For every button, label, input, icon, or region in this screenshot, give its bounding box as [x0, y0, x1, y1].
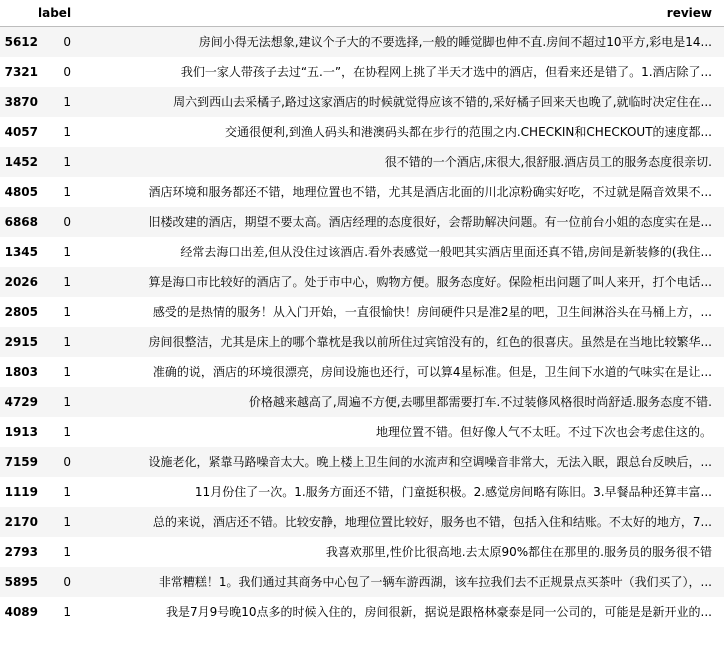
review-cell: 价格越来越高了,周遍不方便,去哪里都需要打车.不过装修风格很时尚舒适.服务态度不错. [248, 395, 712, 409]
table-row [0, 507, 724, 537]
table-row [0, 117, 724, 147]
label-cell: 1 [63, 95, 71, 109]
table-row [0, 327, 724, 357]
label-cell: 0 [63, 65, 71, 79]
table-row [0, 27, 724, 58]
column-header-review: review [83, 0, 724, 27]
row-index: 7159 [4, 455, 38, 469]
row-index: 1345 [4, 245, 38, 259]
table-row [0, 567, 724, 597]
row-index: 7321 [4, 65, 38, 79]
table-row [0, 417, 724, 447]
table-body [0, 27, 724, 628]
review-cell: 感受的是热情的服务！从入门开始，一直很愉快！房间硬件只是准2星的吧，卫生间淋浴头在马桶上方，... [152, 305, 712, 319]
review-cell: 很不错的一个酒店,床很大,很舒服.酒店员工的服务态度很亲切. [384, 155, 712, 169]
row-index: 4805 [4, 185, 38, 199]
table-row [0, 267, 724, 297]
row-index: 2170 [4, 515, 38, 529]
review-cell: 经常去海口出差,但从没住过该酒店.看外表感觉一般吧其实酒店里面还真不错,房间是新装修的(我住... [180, 245, 712, 259]
label-cell: 0 [63, 215, 71, 229]
header-row [0, 0, 724, 27]
table-row [0, 87, 724, 117]
label-cell: 1 [63, 545, 71, 559]
review-cell: 房间小得无法想象,建议个子大的不要选择,一般的睡觉脚也伸不直.房间不超过10平方,彩电是14... [198, 35, 712, 49]
table-row [0, 297, 724, 327]
review-cell: 周六到西山去采橘子,路过这家酒店的时候就觉得应该不错的,采好橘子回来天也晚了,就临时决定住在... [173, 95, 712, 109]
row-index: 2793 [4, 545, 38, 559]
label-cell: 1 [63, 335, 71, 349]
table-row [0, 177, 724, 207]
review-cell: 总的来说，酒店还不错。比较安静，地理位置比较好，服务也不错，包括入住和结账。不太好的地方，7... [152, 515, 712, 529]
label-cell: 1 [63, 245, 71, 259]
table-row [0, 57, 724, 87]
column-header-label: label [38, 0, 83, 27]
review-cell: 房间很整洁，尤其是床上的哪个靠枕是我以前所住过宾馆没有的，红色的很喜庆。虽然是在当地比较繁华... [148, 335, 712, 349]
row-index: 2026 [4, 275, 38, 289]
label-cell: 1 [63, 485, 71, 499]
row-index: 5895 [4, 575, 38, 589]
row-index: 3870 [4, 95, 38, 109]
label-cell: 0 [63, 455, 71, 469]
table-row [0, 387, 724, 417]
table-row [0, 537, 724, 567]
table-row [0, 237, 724, 267]
row-index: 5612 [4, 35, 38, 49]
review-cell: 我喜欢那里,性价比很高地.去太原90%都住在那里的.服务员的服务很不错 [325, 545, 712, 559]
label-cell: 0 [63, 35, 71, 49]
label-cell: 1 [63, 515, 71, 529]
label-cell: 1 [63, 395, 71, 409]
table-row [0, 597, 724, 627]
table-row [0, 207, 724, 237]
review-cell: 11月份住了一次。1.服务方面还不错，门童挺积极。2.感觉房间略有陈旧。3.早餐品种还算丰富... [194, 485, 712, 499]
label-cell: 1 [63, 605, 71, 619]
label-cell: 1 [63, 365, 71, 379]
review-cell: 我是7月9号晚10点多的时候入住的，房间很新，据说是跟格林豪泰是同一公司的，可能是是新开业的... [166, 605, 712, 619]
row-index: 1452 [4, 155, 38, 169]
review-cell: 酒店环境和服务都还不错，地理位置也不错，尤其是酒店北面的川北凉粉确实好吃，不过就是隔音效果不... [148, 185, 712, 199]
table-row [0, 477, 724, 507]
label-cell: 1 [63, 275, 71, 289]
review-cell: 交通很便利,到渔人码头和港澳码头都在步行的范围之内.CHECKIN和CHECKOUT的速度都... [225, 125, 712, 139]
row-index: 1913 [4, 425, 38, 439]
label-cell: 1 [63, 125, 71, 139]
label-cell: 1 [63, 425, 71, 439]
table-row [0, 357, 724, 387]
review-cell: 我们一家人带孩子去过“五.一”，在协程网上挑了半天才选中的酒店，但看来还是错了。1.酒店除了... [180, 65, 712, 79]
row-index: 4057 [4, 125, 38, 139]
label-cell: 1 [63, 305, 71, 319]
table-row [0, 447, 724, 477]
table-row [0, 147, 724, 177]
row-index: 6868 [4, 215, 38, 229]
review-cell: 设施老化，紧靠马路噪音太大。晚上楼上卫生间的水流声和空调噪音非常大，无法入眠，跟总台反映后，... [148, 455, 712, 469]
review-cell: 准确的说，酒店的环境很漂亮，房间设施也还行，可以算4星标准。但是，卫生间下水道的气味实在是让... [152, 365, 712, 379]
row-index: 1803 [4, 365, 38, 379]
review-cell: 非常糟糕！1。我们通过其商务中心包了一辆车游西湖，该车拉我们去不正规景点买茶叶（我们买了），... [158, 575, 712, 589]
row-index: 4729 [4, 395, 38, 409]
review-cell: 旧楼改建的酒店，期望不要太高。酒店经理的态度很好，会帮助解决问题。有一位前台小姐的态度实在是... [148, 215, 712, 229]
review-cell: 地理位置不错。但好像人气不太旺。不过下次也会考虑住这的。 [375, 425, 712, 439]
label-cell: 1 [63, 185, 71, 199]
row-index: 1119 [4, 485, 38, 499]
label-cell: 0 [63, 575, 71, 589]
label-cell: 1 [63, 155, 71, 169]
row-index: 2805 [4, 305, 38, 319]
review-cell: 算是海口市比较好的酒店了。处于市中心，购物方便。服务态度好。保险柜出问题了叫人来开，打个电话... [148, 275, 712, 289]
row-index: 2915 [4, 335, 38, 349]
index-header [0, 0, 38, 27]
row-index: 4089 [4, 605, 38, 619]
